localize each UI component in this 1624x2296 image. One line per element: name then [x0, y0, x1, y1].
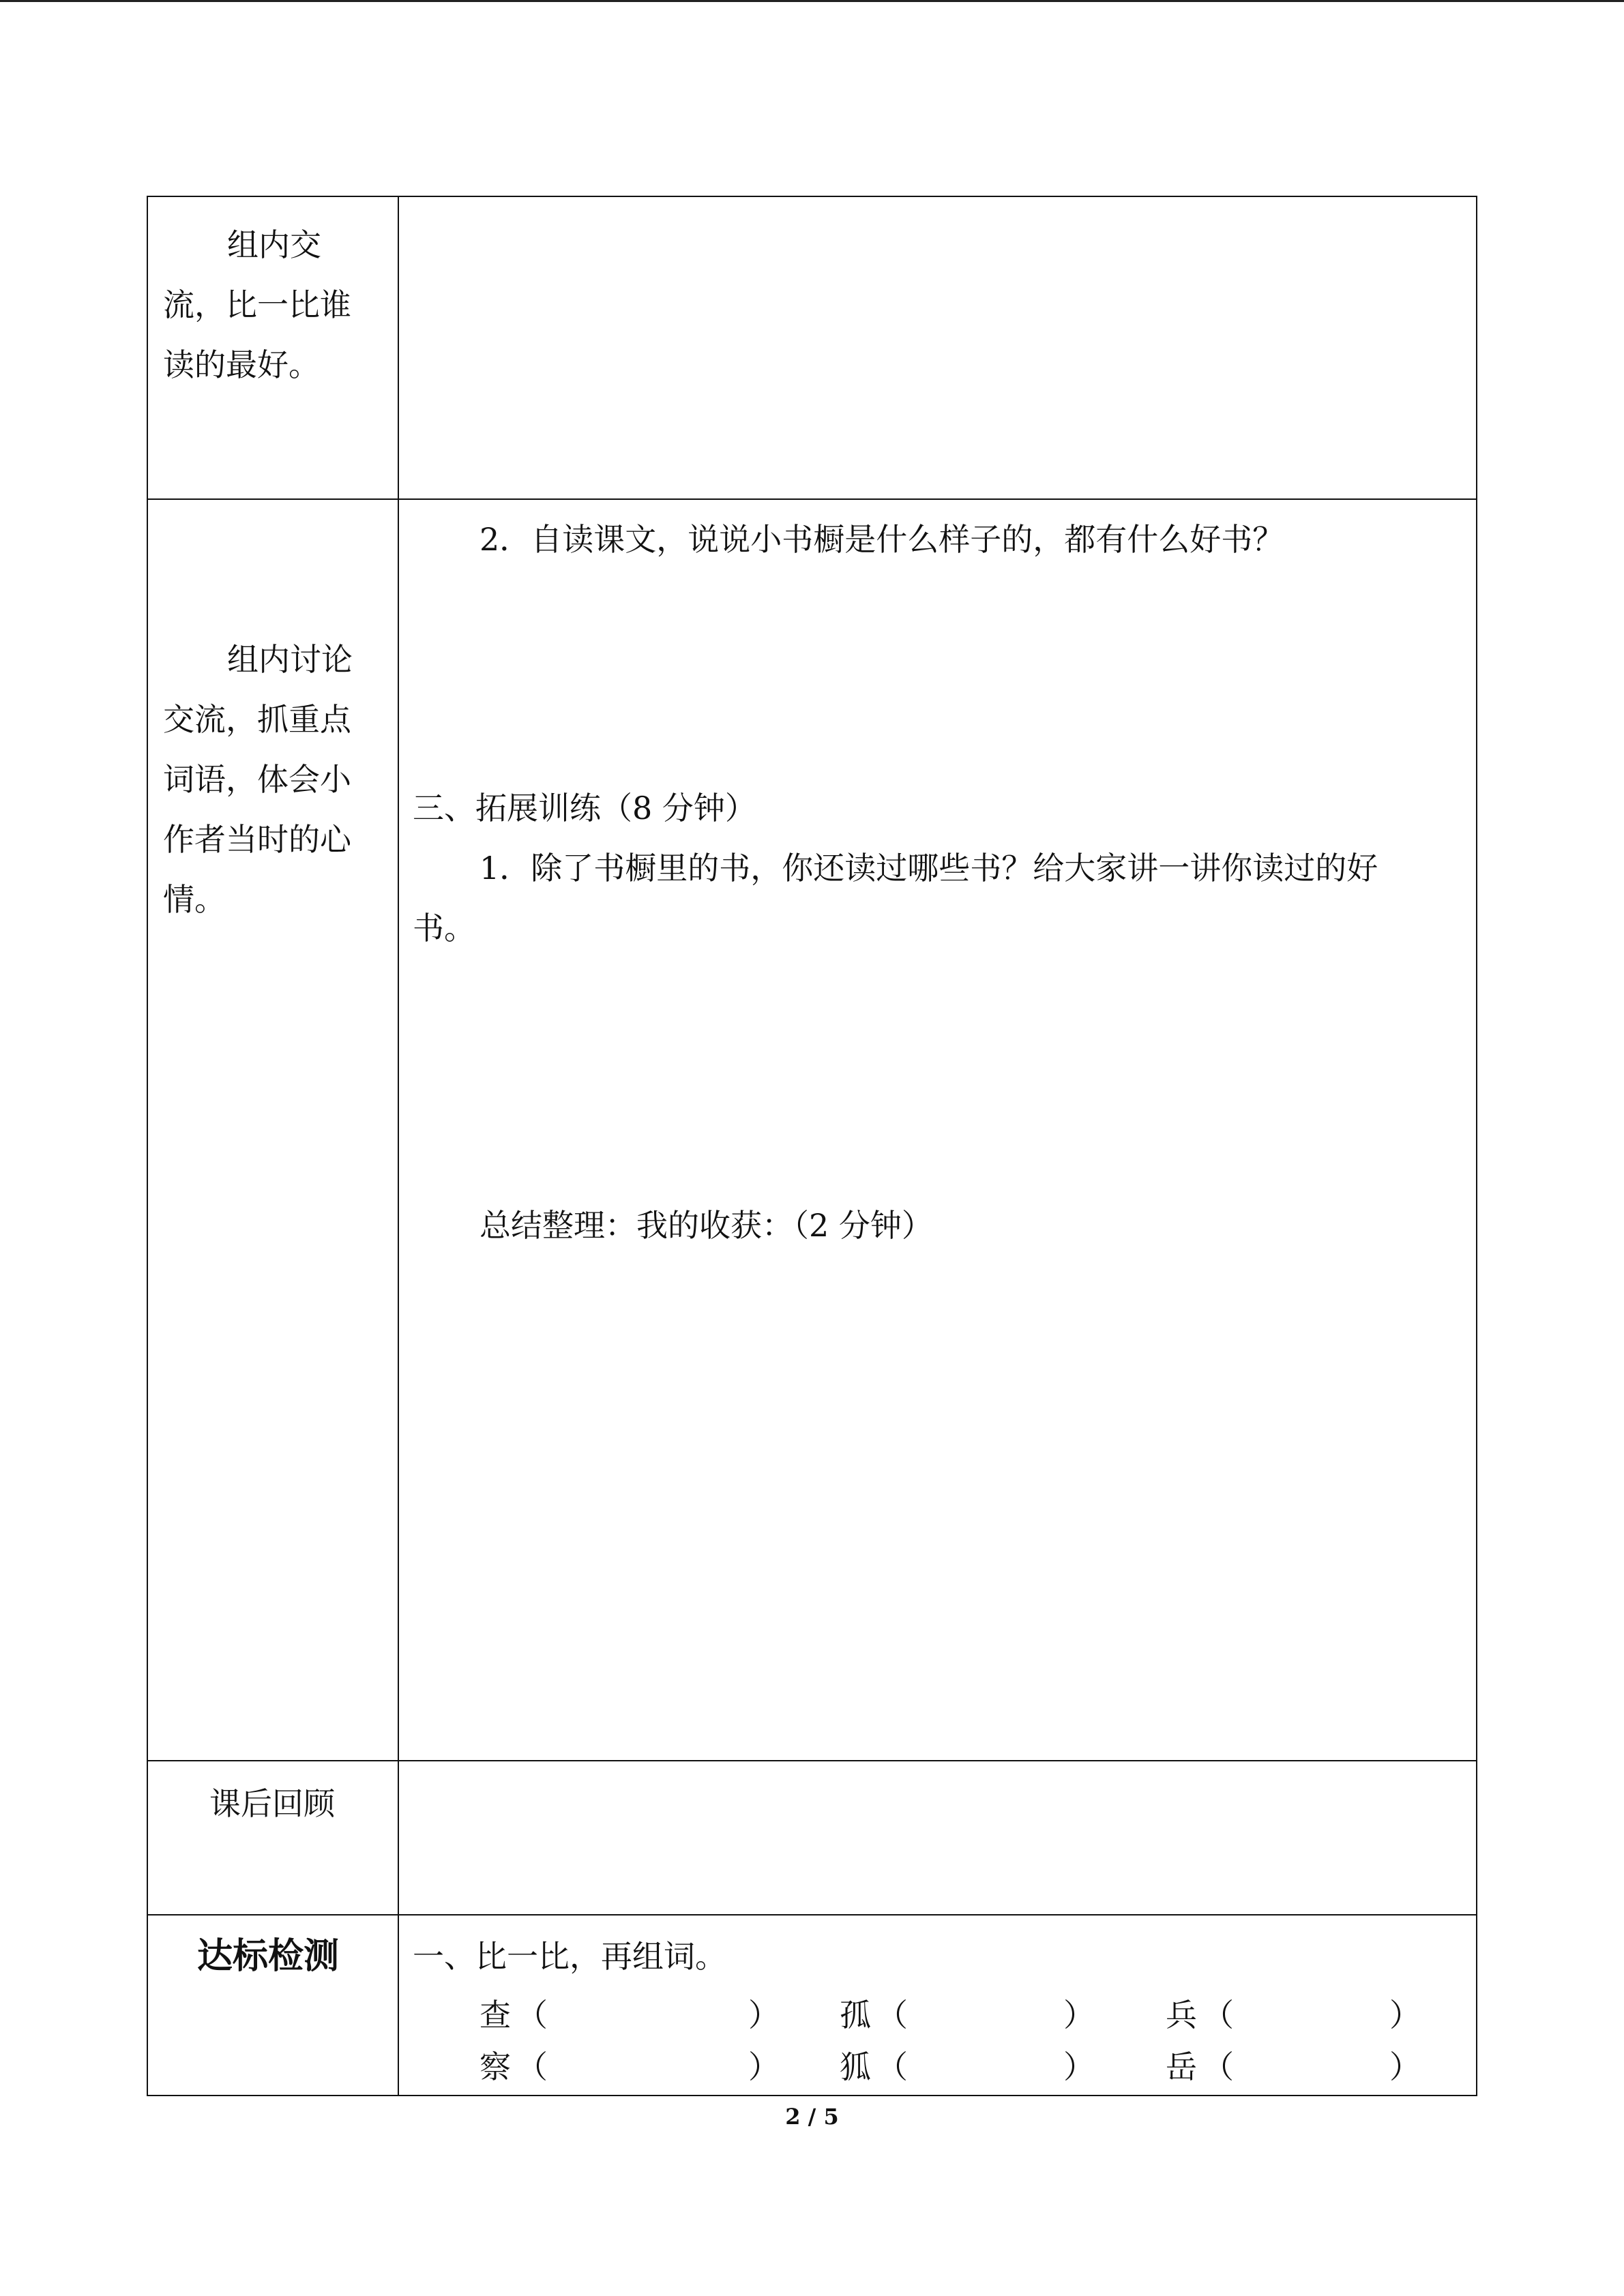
row1-left-line1: 组内交 [227, 226, 321, 263]
summary-line: 总结整理：我的收获：（2 分钟） [479, 1207, 933, 1244]
row2-left-line3: 词语，体会小 [163, 761, 351, 798]
question-2: 2．自读课文，说说小书橱是什么样子的，都有什么好书？ [479, 521, 1284, 558]
open-paren: （ [516, 2048, 548, 2085]
close-paren: ） [1063, 2048, 1095, 2085]
close-paren: ） [748, 2048, 780, 2085]
assessment-label: 达标检测 [197, 1936, 340, 1977]
close-paren: ） [748, 1997, 780, 2033]
row-divider-3 [148, 1914, 1476, 1915]
word-char: 兵 [1166, 1997, 1197, 2033]
row2-left-line2: 交流，抓重点 [163, 701, 351, 738]
row-divider-1 [148, 498, 1476, 500]
close-paren: ） [1389, 2048, 1421, 2085]
word-char: 岳 [1166, 2048, 1197, 2085]
close-paren: ） [1389, 1997, 1421, 2033]
row1-left-line3: 读的最好。 [163, 346, 320, 383]
lesson-table [147, 196, 1477, 2096]
open-paren: （ [1202, 2048, 1234, 2085]
exercise-title: 一、比一比，再组词。 [413, 1938, 726, 1975]
row2-left-line4: 作者当时的心 [163, 821, 351, 858]
open-paren: （ [1202, 1997, 1234, 2033]
question-1-line1: 1．除了书橱里的书，你还读过哪些书？给大家讲一讲你读过的好 [479, 850, 1378, 886]
row2-left-line5: 情。 [163, 881, 226, 918]
close-paren: ） [1063, 1997, 1095, 2033]
review-label: 课后回顾 [209, 1785, 335, 1822]
word-char: 狐 [840, 2048, 871, 2085]
word-char: 孤 [840, 1997, 871, 2033]
word-char: 查 [479, 1997, 511, 2033]
open-paren: （ [876, 2048, 908, 2085]
row-divider-2 [148, 1760, 1476, 1761]
section-3-heading: 三、拓展训练（8 分钟） [413, 790, 756, 826]
row2-left-line1: 组内讨论 [227, 641, 353, 678]
word-char: 察 [479, 2048, 511, 2085]
open-paren: （ [516, 1997, 548, 2033]
column-divider [398, 197, 399, 2095]
question-1-line2: 书。 [413, 910, 475, 946]
open-paren: （ [876, 1997, 908, 2033]
top-border-line [0, 0, 1624, 2]
row1-left-line2: 流，比一比谁 [163, 286, 351, 323]
page-number: 2 / 5 [785, 2104, 839, 2130]
